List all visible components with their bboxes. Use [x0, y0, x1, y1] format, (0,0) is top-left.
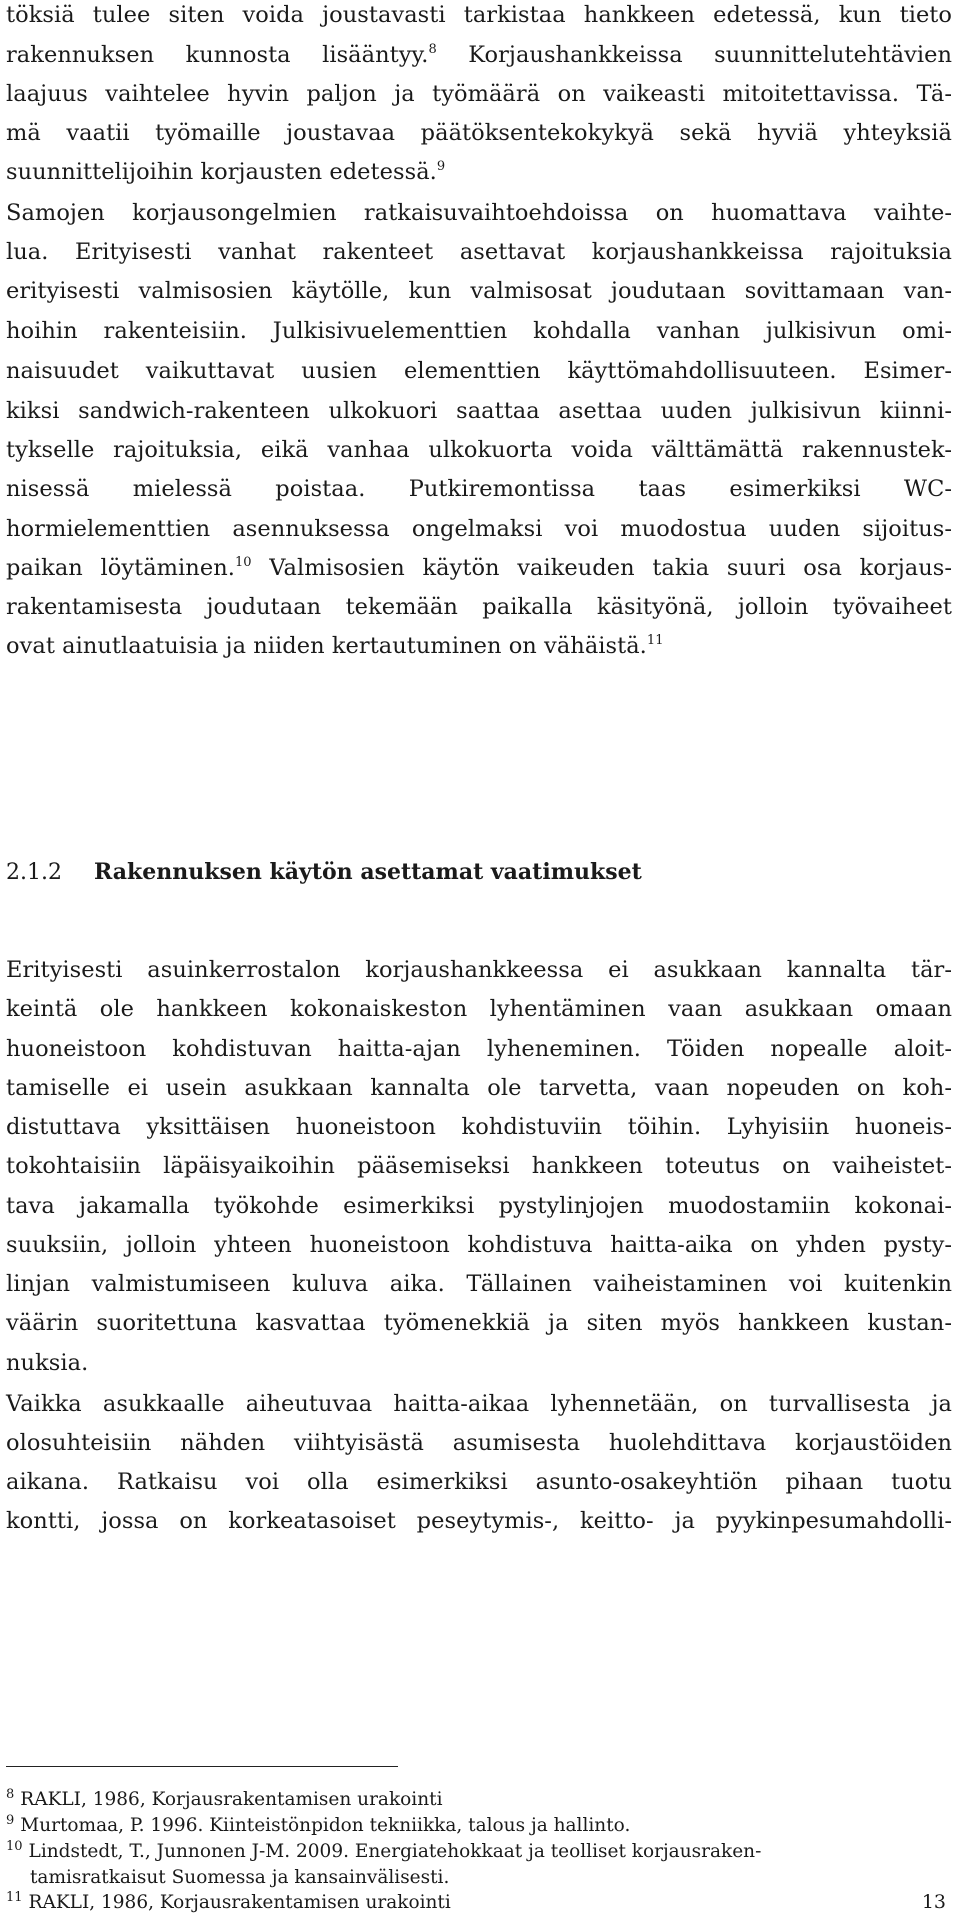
para2-line-2: lua. Erityisesti vanhat rakenteet asettavat korjaushankkeissa rajoituksia	[6, 239, 952, 265]
para2-line-7: tykselle rajoituksia, eikä vanhaa ulkokuorta voida välttämättä rakennustek-	[6, 437, 952, 463]
footnote-11: $^{11}$ RAKLI, 1986, Korjausrakentamisen urakointi	[6, 1890, 451, 1913]
para2-line-3: erityisesti valmisosien käytölle, kun valmisosat joudutaan sovittamaan van-	[6, 278, 952, 304]
para3-line-2: keintä ole hankkeen kokonaiskeston lyhentäminen vaan asukkaan omaan	[6, 996, 952, 1022]
para4-line-3: aikana. Ratkaisu voi olla esimerkiksi asunto-osakeyhtiön pihaan tuotu	[6, 1469, 952, 1495]
section-number: 2.1.2	[6, 860, 62, 885]
para4-line-1: Vaikka asukkaalle aiheutuvaa haitta-aikaa lyhennetään, on turvallisesta ja	[6, 1391, 952, 1417]
para2-line-4: hoihin rakenteisiin. Julkisivuelementtien kohdalla vanhan julkisivun omi-	[6, 318, 952, 344]
para2-line-1: Samojen korjausongelmien ratkaisuvaihtoehdoissa on huomattava vaihte-	[6, 200, 952, 226]
para3-line-7: tava jakamalla työkohde esimerkiksi pystylinjojen muodostamiin kokonai-	[6, 1193, 952, 1219]
footnote-8: $^8$ RAKLI, 1986, Korjausrakentamisen urakointi	[6, 1787, 443, 1810]
para2-line-10: paikan löytäminen.$^{10}$ Valmisosien käytön vaikeuden takia suuri osa korjaus-	[6, 555, 952, 581]
para3-line-8: suuksiin, jolloin yhteen huoneistoon kohdistuva haitta-aika on yhden pysty-	[6, 1232, 952, 1258]
footnote-ref-11: 11	[646, 633, 664, 648]
para2-line-6: kiksi sandwich-rakenteen ulkokuori saattaa asettaa uuden julkisivun kiinni-	[6, 398, 952, 424]
para3-line-11: nuksia.	[6, 1350, 89, 1376]
para3-line-10: väärin suoritettuna kasvattaa työmenekkiä ja siten myös hankkeen kustan-	[6, 1310, 952, 1336]
footnote-9: $^9$ Murtomaa, P. 1996. Kiinteistönpidon tekniikka, talous ja hallinto.	[6, 1813, 631, 1836]
footnote-10-continued: tamisratkaisut Suomessa ja kansainvälisesti.	[30, 1867, 450, 1888]
para2-line-11: rakentamisesta joudutaan tekemään paikalla käsityönä, jolloin työvaiheet	[6, 594, 952, 620]
page-number: 13	[921, 1891, 946, 1913]
section-title: Rakennuksen käytön asettamat vaatimukset	[94, 859, 642, 885]
para3-line-4: tamiselle ei usein asukkaan kannalta ole tarvetta, vaan nopeuden on koh-	[6, 1075, 952, 1101]
para2-line-5: naisuudet vaikuttavat uusien elementtien käyttömahdollisuuteen. Esimer-	[6, 358, 952, 384]
footnote-ref-8: 8	[428, 42, 437, 57]
para3-line-1: Erityisesti asuinkerrostalon korjaushankkeessa ei asukkaan kannalta tär-	[6, 957, 952, 983]
para4-line-2: olosuhteisiin nähden viihtyisästä asumisesta huolehdittava korjaustöiden	[6, 1430, 952, 1456]
para1-line-2: rakennuksen kunnosta lisääntyy.$^8$ Korjaushankkeissa suunnittelutehtävien	[6, 42, 952, 68]
para3-line-3: huoneistoon kohdistuvan haitta-ajan lyheneminen. Töiden nopealle aloit-	[6, 1036, 952, 1062]
para2-line-8: nisessä mielessä poistaa. Putkiremontissa taas esimerkiksi WC-	[6, 476, 952, 502]
para3-line-6: tokohtaisiin läpäisyaikoihin pääsemiseksi hankkeen toteutus on vaiheistet-	[6, 1153, 952, 1179]
para3-line-9: linjan valmistumiseen kuluva aika. Tällainen vaiheistaminen voi kuitenkin	[6, 1271, 952, 1297]
para1-line-4: mä vaatii työmaille joustavaa päätöksentekokykyä sekä hyviä yhteyksiä	[6, 120, 952, 146]
para3-line-5: distuttava yksittäisen huoneistoon kohdistuviin töihin. Lyhyisiin huoneis-	[6, 1114, 952, 1140]
footnote-ref-9: 9	[436, 159, 446, 174]
para1-line-1: töksiä tulee siten voida joustavasti tarkistaa hankkeen edetessä, kun tieto	[6, 2, 952, 28]
para1-line-3: laajuus vaihtelee hyvin paljon ja työmäärä on vaikeasti mitoitettavissa. Tä-	[6, 81, 952, 107]
footnote-divider	[6, 1766, 398, 1767]
footnote-10: $^{10}$ Lindstedt, T., Junnonen J-M. 2009. Energiatehokkaat ja teolliset korjausraken-	[6, 1839, 762, 1862]
para2-line-12: ovat ainutlaatuisia ja niiden kertautuminen on vähäistä.$^{11}$	[6, 633, 664, 659]
footnote-ref-10: 10	[234, 555, 252, 570]
para2-line-9: hormielementtien asennuksessa ongelmaksi voi muodostua uuden sijoitus-	[6, 516, 952, 542]
para4-line-4: kontti, jossa on korkeatasoiset peseytymis-, keitto- ja pyykinpesumahdolli-	[6, 1508, 952, 1534]
para1-line-5: suunnittelijoihin korjausten edetessä.$^9$	[6, 159, 446, 185]
